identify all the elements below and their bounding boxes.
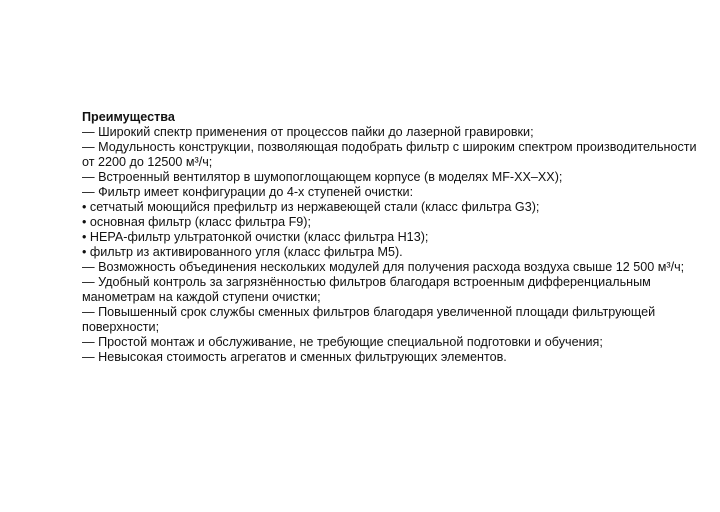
section-heading: Преимущества bbox=[82, 110, 175, 124]
list-item: — Фильтр имеет конфигурации до 4-х ступеней очистки: bbox=[82, 185, 414, 199]
list-item: — Широкий спектр применения от процессов пайки до лазерной гравировки; bbox=[82, 125, 534, 139]
list-item: — Повышенный срок службы сменных фильтров благодаря увеличенной площади фильтрующей поверхности; bbox=[82, 305, 656, 334]
list-item: • сетчатый моющийся префильтр из нержавеющей стали (класс фильтра G3); bbox=[82, 200, 540, 214]
list-item: — Удобный контроль за загрязнённостью фильтров благодаря встроенным дифференциальным манометрам на каждой ступени очистки; bbox=[82, 275, 651, 304]
advantages-list bbox=[82, 125, 702, 365]
list-item: — Модульность конструкции, позволяющая подобрать фильтр с широким спектром производительности от 2200 до 12500 м³/ч; bbox=[82, 140, 697, 169]
advantages-section bbox=[82, 110, 702, 365]
list-item: — Невысокая стоимость агрегатов и сменных фильтрующих элементов. bbox=[82, 350, 507, 364]
list-item: — Встроенный вентилятор в шумопоглощающем корпусе (в моделях MF-XX–XX); bbox=[82, 170, 563, 184]
list-item: — Простой монтаж и обслуживание, не требующие специальной подготовки и обучения; bbox=[82, 335, 603, 349]
list-item: • основная фильтр (класс фильтра F9); bbox=[82, 215, 312, 229]
list-item: — Возможность объединения нескольких модулей для получения расхода воздуха свыше 12 500 м³/ч; bbox=[82, 260, 685, 274]
list-item: • HEPA-фильтр ультратонкой очистки (класс фильтра H13); bbox=[82, 230, 429, 244]
list-item: • фильтр из активированного угля (класс фильтра M5). bbox=[82, 245, 403, 259]
